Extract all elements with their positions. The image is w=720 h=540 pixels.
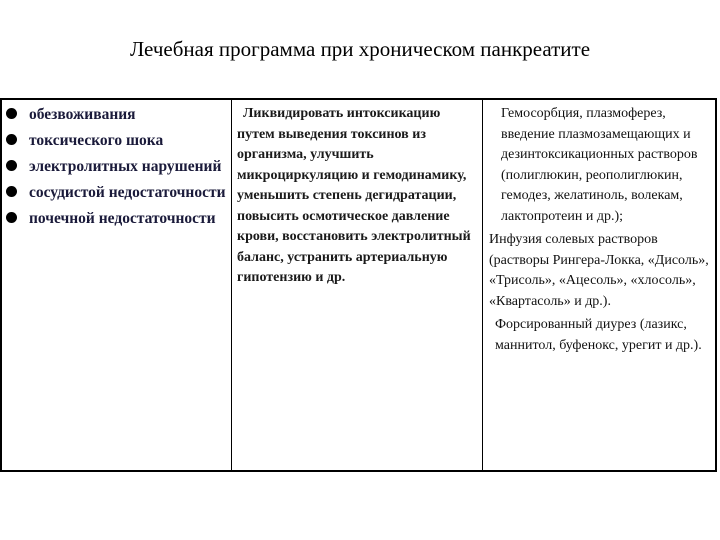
method-paragraph: Гемосорбция, плазмоферез, введение плазмозамещающих и дезинтоксикационных растворов (полиглюкин, реополиглюкин, гемодез, желатиноль, волекам, лактопротеин и др.); <box>501 106 698 224</box>
condition-item: сосудистой недостаточности <box>6 182 227 204</box>
bullet-icon <box>6 134 17 145</box>
condition-item: токсического шока <box>6 130 227 152</box>
goals-text: Ликвидировать интоксикацию путем выведения токсинов из организма, улучшить микроциркуляцию и гемодинамику, уменьшить степень дегидратации, повысить осмотическое давление крови, восстановить электролитный баланс, устранить артериальную гипотензию и др. <box>237 106 471 285</box>
slide-title: Лечебная программа при хроническом панкреатите <box>129 37 591 61</box>
method-paragraph: Инфузия солевых растворов (растворы Рингера-Локка, «Дисоль», «Трисоль», «Ацесоль», «хлосоль», «Квартасоль» и др.). <box>489 232 709 309</box>
condition-item: обезвоживания <box>6 104 227 126</box>
bullet-icon <box>6 186 17 197</box>
bullet-icon <box>6 108 17 119</box>
method-paragraph: Форсированный диурез (лазикс, маннитол, буфенокс, урегит и др.). <box>495 317 702 353</box>
treatment-table <box>0 98 717 472</box>
goals-column <box>232 100 483 470</box>
bullet-icon <box>6 160 17 171</box>
condition-item: электролитных нарушений <box>6 156 227 178</box>
methods-column <box>483 100 715 470</box>
bullet-icon <box>6 212 17 223</box>
condition-item: почечной недостаточности <box>6 208 227 230</box>
conditions-column <box>2 100 232 470</box>
